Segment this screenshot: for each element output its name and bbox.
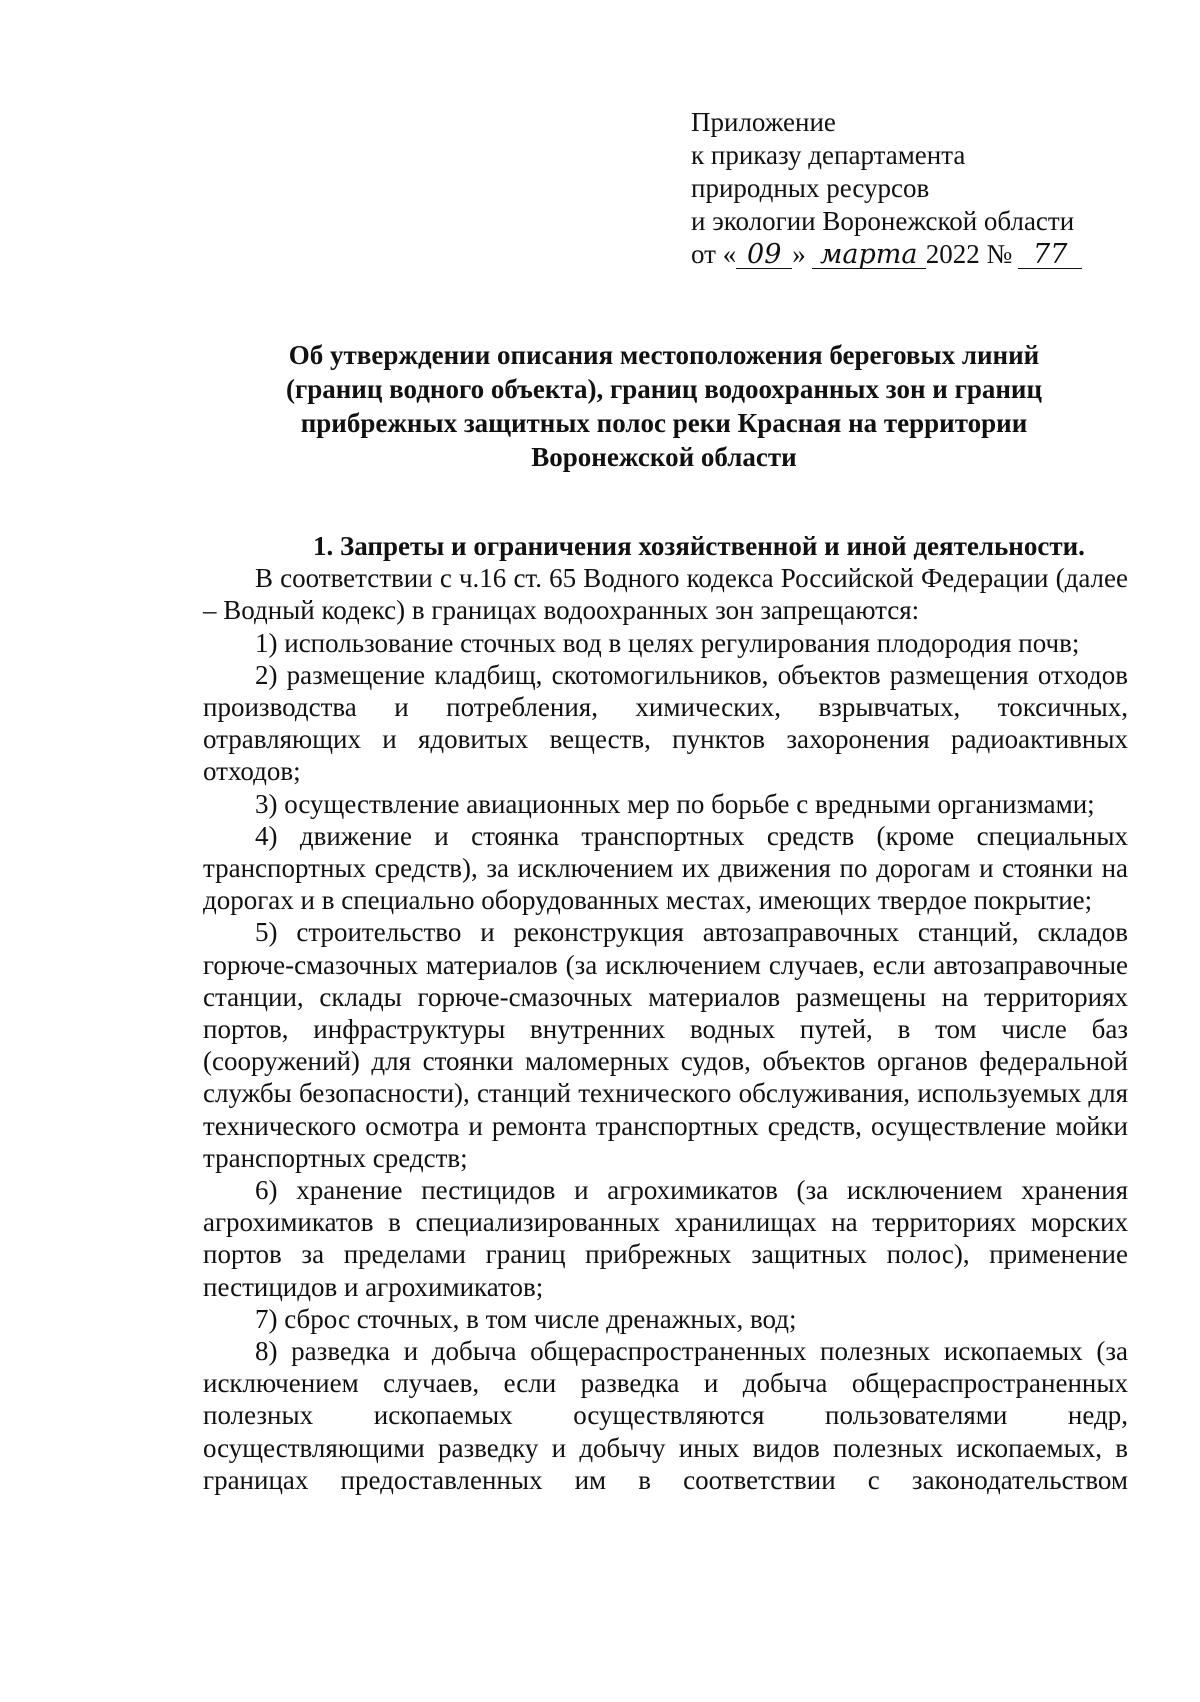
paragraph-intro: В соответствии с ч.16 ст. 65 Водного кодекса Российской Федерации (далее – Водный кодекс) в границах водоохранных зон запрещаются: <box>203 563 1128 626</box>
section-heading: 1. Запреты и ограничения хозяйственной и иной деятельности. <box>313 531 1085 561</box>
list-item-2: 2) размещение кладбищ, скотомогильников, объектов размещения отходов производства и потребления, химических, взрывчатых, токсичных, отравляющих и ядовитых веществ, пунктов захоронения радиоактивных отходов; <box>203 659 1128 787</box>
document-title <box>200 338 1128 474</box>
appendix-line: Приложение <box>691 107 836 137</box>
document-body <box>203 530 1128 1496</box>
appendix-line: к приказу департамента <box>691 140 966 170</box>
title-line: Воронежской области <box>531 442 797 472</box>
list-item-3: 3) осуществление авиационных мер по борьбе с вредными организмами; <box>255 788 1095 819</box>
appendix-line: природных ресурсов <box>691 173 930 203</box>
list-item-5: 5) строительство и реконструкция автозаправочных станций, складов горюче-смазочных материалов (за исключением случаев, если автозаправочные станции, склады горюче-смазочных материалов размещены на территориях портов, инфраструктуры внутренних водных путей, в том числе баз (сооружений) для стоянки маломерных судов, объектов органов федеральной службы безопасности), станций технического обслуживания, используемых для технического осмотра и ремонта транспортных средств, осуществление мойки транспортных средств; <box>203 917 1128 1173</box>
title-line: (границ водного объекта), границ водоохранных зон и границ <box>285 374 1043 404</box>
list-item-8: 8) разведка и добыча общераспространенных полезных ископаемых (за исключением случаев, если разведка и добыча общераспространенных полезных ископаемых осуществляются пользователями недр, осуществляющими разведку и добычу иных видов полезных ископаемых, в границах предоставленных им в соответствии с законодательством <box>203 1336 1128 1495</box>
order-date-line <box>691 238 1131 271</box>
list-item-1: 1) использование сточных вод в целях регулирования плодородия почв; <box>255 627 1080 658</box>
title-line: Об утверждении описания местоположения береговых линий <box>288 340 1040 370</box>
appendix-header <box>691 106 1131 271</box>
list-item-7: 7) сброс сточных, в том числе дренажных, вод; <box>255 1303 797 1334</box>
date-year: 2022 № <box>925 239 1013 269</box>
list-item-4: 4) движение и стоянка транспортных средств (кроме специальных транспортных средств), за исключением их движения по дорогам и стоянки на дорогах и в специально оборудованных местах, имеющих твердое покрытие; <box>203 820 1128 916</box>
handwritten-order-number: 77 <box>1018 242 1082 269</box>
date-prefix: от « <box>691 239 737 269</box>
handwritten-day: 09 <box>736 242 792 269</box>
appendix-line: и экологии Воронежской области <box>691 206 1075 236</box>
title-line: прибрежных защитных полос реки Красная на территории <box>300 408 1028 438</box>
handwritten-month: марта <box>812 242 926 269</box>
list-item-6: 6) хранение пестицидов и агрохимикатов (за исключением хранения агрохимикатов в специализированных хранилищах на территориях морских портов за пределами границ прибрежных защитных полос), применение пестицидов и агрохимикатов; <box>203 1175 1128 1302</box>
date-quote-close: » <box>792 239 806 269</box>
